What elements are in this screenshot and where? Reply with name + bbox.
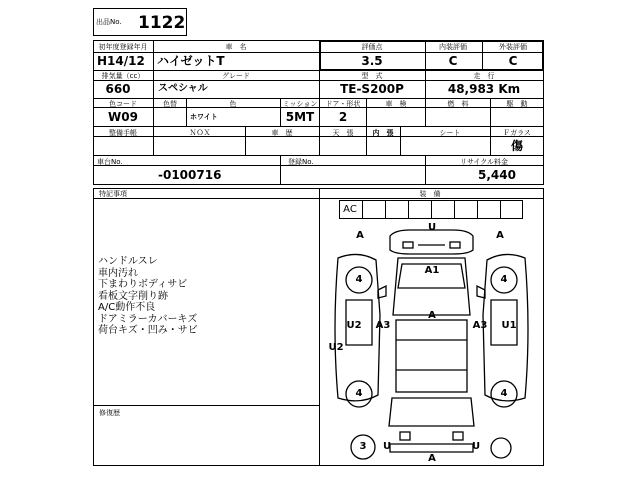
mission-label: ミッション bbox=[282, 100, 318, 108]
rear-spare-right-circle bbox=[491, 438, 511, 458]
col-divider bbox=[425, 98, 426, 126]
note-item: 看板文字削り跡 bbox=[98, 290, 168, 302]
color-type-label: 色替 bbox=[163, 100, 177, 108]
equipment-cell-divider bbox=[431, 200, 432, 219]
mark-rear-tire-left: 4 bbox=[355, 388, 363, 399]
col-divider bbox=[319, 98, 320, 126]
col-divider bbox=[490, 98, 491, 126]
rear-light-right bbox=[453, 432, 463, 440]
rear-light-left bbox=[400, 432, 410, 440]
mark-hood: A1 bbox=[424, 265, 440, 276]
note-item: ドアミラーカバーキズ bbox=[98, 313, 198, 325]
color-code-value: W09 bbox=[108, 110, 138, 124]
fglass-value: 傷 bbox=[510, 139, 524, 153]
mark-cab-center: A bbox=[428, 310, 436, 321]
section-divider bbox=[93, 198, 544, 199]
interior-trim-label: 内 張 bbox=[372, 129, 394, 137]
col-divider bbox=[245, 126, 246, 155]
mark-left-panel: A3 bbox=[375, 320, 391, 331]
notes-label: 特記事項 bbox=[99, 190, 127, 198]
mark-rear-right: U bbox=[471, 441, 481, 452]
interior-eval-label: 内装評価 bbox=[439, 43, 467, 51]
reg-no-label: 登録No. bbox=[288, 158, 314, 166]
mark-front-left: A bbox=[356, 230, 364, 241]
doors-value: 2 bbox=[338, 110, 348, 124]
col-divider bbox=[425, 70, 426, 98]
note-item: 荷台キズ・凹み・サビ bbox=[98, 325, 198, 336]
exterior-eval-value: C bbox=[508, 54, 518, 68]
mileage-value: 48,983 Km bbox=[447, 82, 521, 96]
car-name-label: 車 名 bbox=[225, 43, 247, 51]
manual-label: 整備手帳 bbox=[109, 129, 137, 137]
mark-right-side: U1 bbox=[501, 320, 517, 331]
col-divider bbox=[319, 70, 320, 98]
equipment-cell-divider bbox=[477, 200, 478, 219]
col-divider bbox=[280, 155, 281, 185]
color-code-label: 色コード bbox=[109, 100, 137, 108]
score-label: 評価点 bbox=[361, 43, 383, 51]
model-value: TE-S200P bbox=[340, 82, 404, 96]
rear-bumper-outline bbox=[390, 444, 473, 452]
col-divider bbox=[366, 126, 367, 155]
nox-label: ＮＯＸ bbox=[189, 129, 211, 137]
displacement-label: 排気量（cc） bbox=[101, 72, 145, 80]
vehicle-inspection-label: 車 検 bbox=[385, 100, 407, 108]
fuel-label: 燃 料 bbox=[447, 100, 469, 108]
cargo-bed-outline bbox=[396, 320, 467, 392]
score-value: 3.5 bbox=[361, 54, 383, 68]
rear-outline bbox=[389, 398, 474, 426]
color-value: ホワイト bbox=[190, 113, 218, 121]
equipment-cell-divider bbox=[362, 200, 363, 219]
interior-eval-value: C bbox=[448, 54, 458, 68]
col-divider bbox=[425, 155, 426, 185]
note-item: 下まわりボディサビ bbox=[98, 279, 188, 290]
mark-rear-center: A bbox=[428, 453, 436, 464]
fglass-label: Ｆガラス bbox=[503, 129, 531, 137]
mark-left-side-lower: U2 bbox=[328, 342, 344, 353]
equipment-cell-divider bbox=[385, 200, 386, 219]
lot-number: 1122 bbox=[138, 13, 186, 33]
sunroof-label: 天 張 bbox=[332, 129, 354, 137]
grade-label: グレード bbox=[222, 72, 250, 80]
recycle-value: 5,440 bbox=[478, 168, 516, 182]
doors-label: ドア・形状 bbox=[325, 100, 361, 108]
equipment-label: 装 備 bbox=[419, 190, 441, 198]
mark-front-center: U bbox=[427, 222, 437, 233]
equipment-item-ac: AC bbox=[343, 204, 357, 215]
row-divider bbox=[93, 155, 544, 156]
chassis-value: -0100716 bbox=[158, 168, 222, 182]
mark-front-tire-left: 4 bbox=[355, 274, 363, 285]
equipment-cell-divider bbox=[500, 200, 501, 219]
note-item: 車内汚れ bbox=[98, 267, 138, 279]
repair-divider bbox=[93, 405, 319, 406]
front-light-right bbox=[450, 242, 460, 248]
mark-spare-tire: 3 bbox=[359, 441, 367, 452]
mark-front-tire-right: 4 bbox=[500, 274, 508, 285]
color-label: 色 bbox=[229, 100, 237, 108]
mark-right-panel: A3 bbox=[472, 320, 488, 331]
col-divider bbox=[490, 126, 491, 155]
note-item: A/C動作不良 bbox=[98, 302, 156, 313]
first-reg-label: 初年度登録年月 bbox=[98, 43, 148, 51]
col-divider bbox=[280, 98, 281, 126]
car-name-value: ハイゼットT bbox=[157, 54, 225, 68]
col-divider bbox=[153, 98, 154, 126]
col-divider bbox=[366, 98, 367, 126]
vehicle-diagram bbox=[320, 220, 543, 466]
history-label: 車 歴 bbox=[271, 129, 293, 137]
drive-label: 駆 動 bbox=[506, 100, 528, 108]
col-divider bbox=[319, 126, 320, 155]
first-reg-value: H14/12 bbox=[97, 54, 145, 68]
mark-rear-left: U bbox=[382, 441, 392, 452]
mileage-label: 走 行 bbox=[473, 72, 495, 80]
lot-number-label: 出品No. bbox=[96, 18, 122, 26]
col-divider bbox=[400, 126, 401, 155]
mark-front-right: A bbox=[496, 230, 504, 241]
displacement-value: 660 bbox=[105, 82, 131, 96]
col-divider bbox=[153, 70, 154, 98]
note-item: ハンドルスレ bbox=[98, 256, 158, 267]
mission-value: 5MT bbox=[285, 110, 315, 124]
mark-rear-tire-right: 4 bbox=[500, 388, 508, 399]
col-divider bbox=[186, 98, 187, 126]
repair-history-label: 修復歴 bbox=[99, 409, 120, 417]
model-label: 型 式 bbox=[361, 72, 383, 80]
chassis-label: 車台No. bbox=[97, 158, 123, 166]
grade-value: スペシャル bbox=[158, 83, 208, 94]
col-divider bbox=[153, 126, 154, 155]
recycle-label: リサイクル料金 bbox=[459, 158, 509, 166]
equipment-cell-divider bbox=[408, 200, 409, 219]
equipment-cell-divider bbox=[454, 200, 455, 219]
col-divider bbox=[153, 40, 154, 70]
exterior-eval-label: 外装評価 bbox=[499, 43, 527, 51]
front-light-left bbox=[403, 242, 413, 248]
mark-left-side-upper: U2 bbox=[346, 320, 362, 331]
seat-label: シート bbox=[439, 129, 461, 137]
